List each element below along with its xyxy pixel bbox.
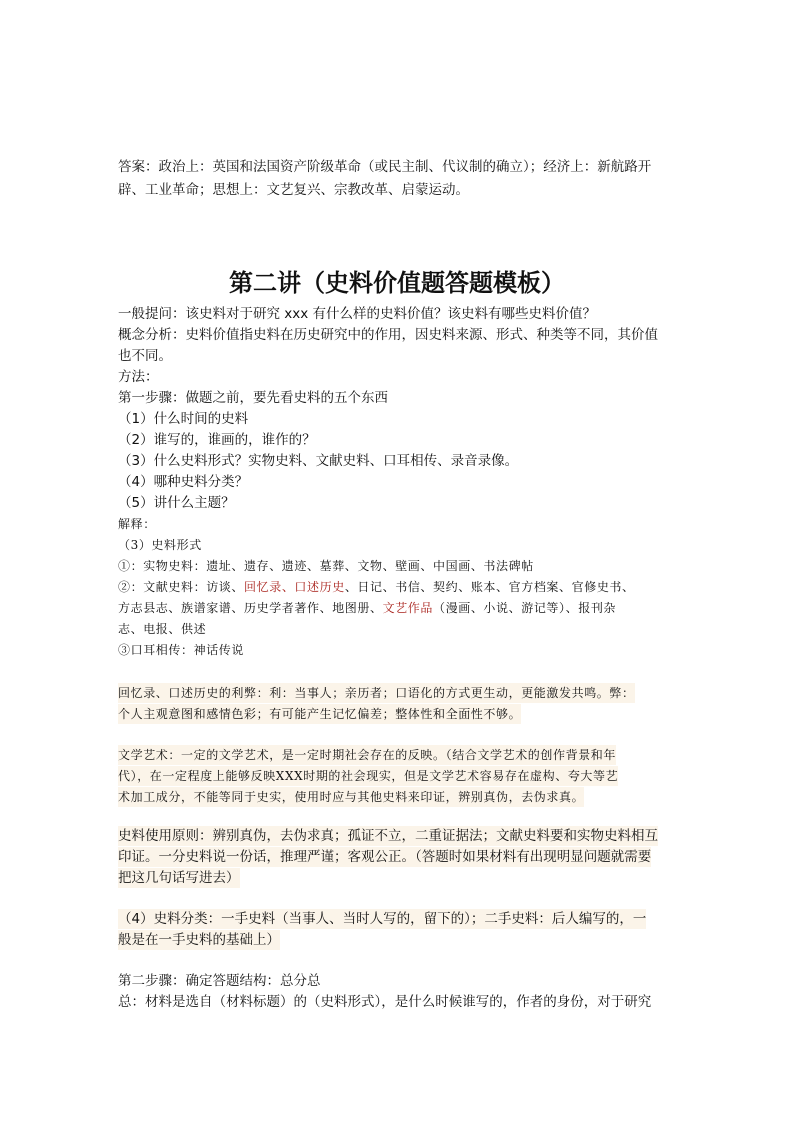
lecture-title: 第二讲（史料价值题答题模板） [229, 268, 565, 297]
principles-line-2: 印证。一分史料说一份话，推理严谨；客观公正。（答题时如果材料有出现明显问题就需要 [118, 849, 652, 865]
doc-text: 方志县志、族谱家谱、历史学者著作、地图册、 [118, 601, 383, 615]
art-note-line-3: 术加工成分，不能等同于史实，使用时应与其他史料来印证，辨别真伪，去伪求真。 [118, 787, 584, 807]
memoir-note-line-1: 回忆录、口述历史的利弊：利：当事人；亲历者；口语化的方式更生动，更能激发共鸣。弊： [118, 683, 635, 703]
documentary-sources-line-2 [118, 598, 616, 618]
documentary-sources-line-3: 志、电报、供述 [118, 622, 207, 636]
doc-text: （漫画、小说、游记等）、报刊杂 [433, 601, 617, 615]
memoir-note-line-2: 个人主观意图和感情色彩；有可能产生记忆偏差；整体性和全面性不够。 [118, 704, 521, 724]
concept-line-2: 也不同。 [118, 348, 172, 364]
classification-line-2: 般是在一手史料的基础上） [118, 932, 280, 948]
step1-item: （5）讲什么主题？ [118, 495, 235, 511]
explanation-subheading: （3）史料形式 [118, 538, 202, 552]
step1-heading: 第一步骤：做题之前，要先看史料的五个东西 [118, 390, 388, 406]
doc-text: ②：文献史料：访谈、 [118, 580, 245, 594]
step1-item: （1）什么时间的史料 [118, 411, 249, 427]
doc-text: 、日记、书信、契约、账本、官方档案、官修史书、 [344, 580, 635, 594]
doc-highlight-memoir: 回忆录、口述历史 [244, 580, 345, 594]
concept-line-1: 概念分析：史料价值指史料在历史研究中的作用，因史料来源、形式、种类等不同，其价值 [118, 327, 658, 343]
step1-item: （3）什么史料形式？实物史料、文献史料、口耳相传、录音录像。 [118, 453, 519, 469]
explanation-label: 解释： [118, 517, 156, 531]
answer-line-2: 辟、工业革命；思想上：文艺复兴、宗教改革、启蒙运动。 [118, 182, 469, 198]
principles-line-3: 把这几句话写进去） [118, 870, 240, 886]
physical-sources: ①：实物史料：遗址、遗存、遗迹、墓葬、文物、壁画、中国画、书法碑帖 [118, 559, 534, 573]
answer-line-1: 答案：政治上：英国和法国资产阶级革命（或民主制、代议制的确立）；经济上：新航路开 [118, 159, 652, 175]
principles-line-1: 史料使用原则：辨别真伪，去伪求真；孤证不立，二重证据法；文献史料要和实物史料相互 [118, 828, 658, 844]
oral-sources: ③口耳相传：神话传说 [118, 643, 245, 657]
step2-line-1: 总：材料是选自（材料标题）的（史料形式），是什么时候谁写的，作者的身份，对于研究 [118, 994, 652, 1010]
step1-item: （2）谁写的，谁画的，谁作的？ [118, 432, 316, 448]
art-note-line-1: 文学艺术：一定的文学艺术，是一定时期社会存在的反映。（结合文学艺术的创作背景和年 [118, 745, 616, 765]
classification-line-1: （4）史料分类：一手史料（当事人、当时人写的，留下的）；二手史料：后人编写的，一 [118, 911, 647, 927]
step2-heading: 第二步骤：确定答题结构：总分总 [118, 973, 321, 989]
documentary-sources-line-1 [118, 577, 635, 597]
art-note-line-2: 代），在一定程度上能够反映XXX时期的社会现实，但是文学艺术容易存在虚构、夸大等艺 [118, 766, 618, 786]
method-label: 方法： [118, 369, 159, 385]
general-question: 一般提问：该史料对于研究 xxx 有什么样的史料价值？该史料有哪些史料价值？ [118, 306, 597, 322]
doc-highlight-art: 文艺作品 [382, 601, 434, 615]
step1-item: （4）哪种史料分类？ [118, 474, 249, 490]
